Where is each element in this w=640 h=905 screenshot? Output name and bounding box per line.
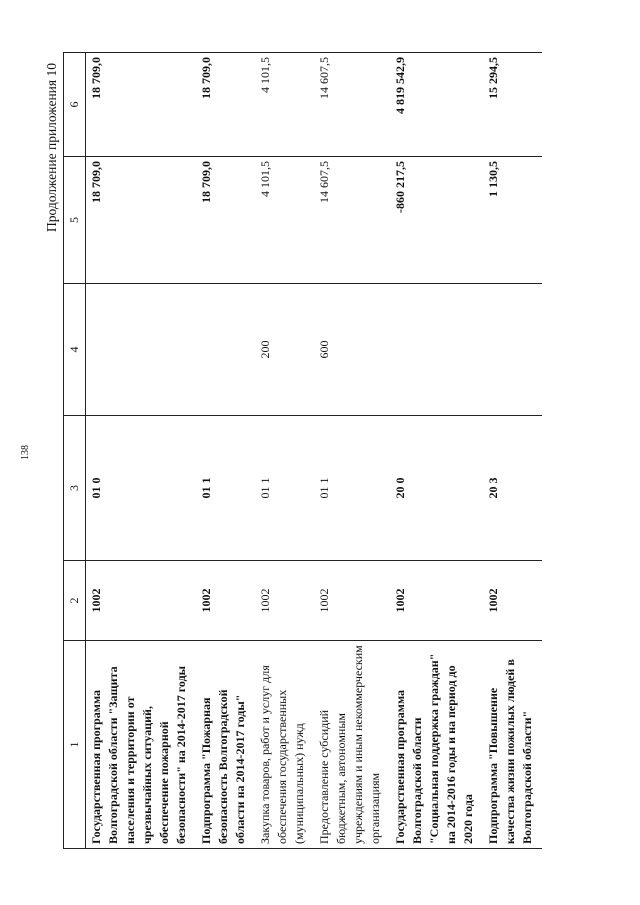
header-cell: 5	[64, 157, 86, 284]
program-code: 01 0	[86, 416, 197, 561]
expense-type	[86, 284, 197, 416]
amount-col6: 15 294,5	[483, 53, 542, 157]
section-code: 1002	[483, 561, 542, 641]
table-row	[483, 53, 542, 849]
amount-col6: 18 709,0	[86, 53, 197, 157]
program-code: 01 1	[255, 416, 314, 561]
row-name: Государственная программа Волгоградской области "Социальная поддержка граждан" на 2014-2016 годы и на период до 2020 года	[390, 641, 483, 849]
section-code: 1002	[390, 561, 483, 641]
row-name: Подпрограмма "Повышение качества жизни пожилых людей в Волгоградской области"	[483, 641, 542, 849]
table-row	[196, 53, 255, 849]
amount-col5: 14 607,5	[314, 157, 390, 284]
row-name: Закупка товаров, работ и услуг для обеспечения государственных (муниципальных) нужд	[255, 641, 314, 849]
program-code: 20 3	[483, 416, 542, 561]
expense-type	[483, 284, 542, 416]
program-code: 20 0	[390, 416, 483, 561]
budget-table	[63, 52, 542, 849]
row-name: Подпрограмма "Пожарная безопасность Волгоградской области на 2014-2017 годы"	[196, 641, 255, 849]
header-cell: 4	[64, 284, 86, 416]
section-code: 1002	[255, 561, 314, 641]
header-cell: 2	[64, 561, 86, 641]
amount-col6: 4 101,5	[255, 53, 314, 157]
amount-col5: 4 101,5	[255, 157, 314, 284]
row-name: Государственная программа Волгоградской области "Защита населения и территории от чрезвычайных ситуаций, обеспечение пожарной безопасности" на 2014-2017 годы	[86, 641, 197, 849]
row-name: Предоставление субсидий бюджетным, автономным учреждениям и иным некоммерческим организациям	[314, 641, 390, 849]
section-code: 1002	[314, 561, 390, 641]
expense-type: 600	[314, 284, 390, 416]
header-cell: 3	[64, 416, 86, 561]
expense-type	[390, 284, 483, 416]
amount-col5: 18 709,0	[86, 157, 197, 284]
amount-col5: 18 709,0	[196, 157, 255, 284]
table-row	[86, 53, 197, 849]
table-row	[390, 53, 483, 849]
section-code: 1002	[86, 561, 197, 641]
header-row	[64, 53, 86, 849]
amount-col6: 4 819 542,9	[390, 53, 483, 157]
amount-col5: -860 217,5	[390, 157, 483, 284]
table-row	[314, 53, 390, 849]
program-code: 01 1	[314, 416, 390, 561]
expense-type: 200	[255, 284, 314, 416]
program-code: 01 1	[196, 416, 255, 561]
header-cell: 6	[64, 53, 86, 157]
header-cell: 1	[64, 641, 86, 849]
amount-col6: 14 607,5	[314, 53, 390, 157]
page-number: 138	[20, 445, 31, 460]
table-row	[255, 53, 314, 849]
continuation-caption: Продолжение приложения 10	[44, 63, 59, 233]
amount-col6: 18 709,0	[196, 53, 255, 157]
expense-type	[196, 284, 255, 416]
section-code: 1002	[196, 561, 255, 641]
amount-col5: 1 130,5	[483, 157, 542, 284]
